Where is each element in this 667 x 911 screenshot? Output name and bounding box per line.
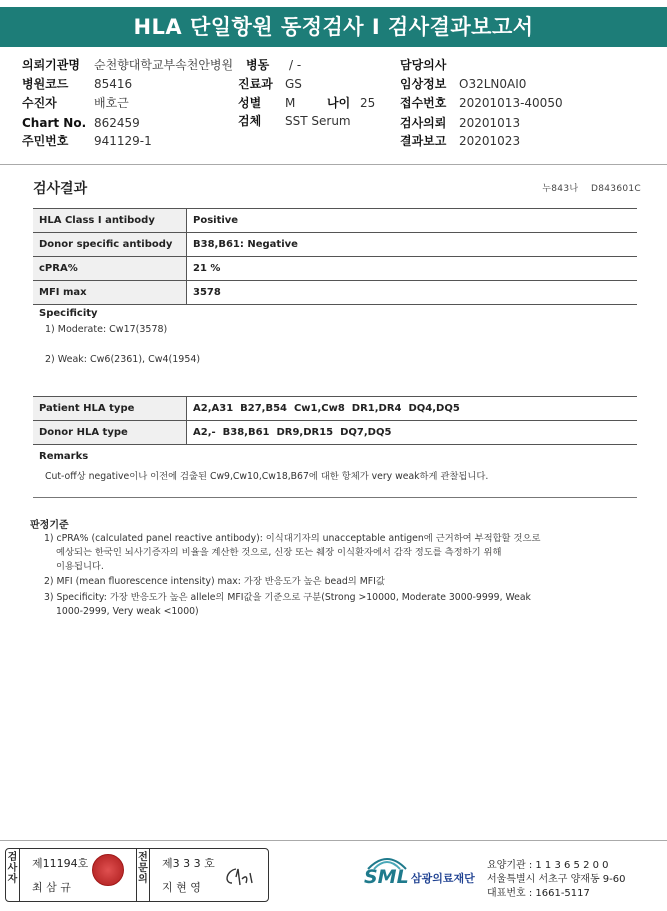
org-name: 삼광의료재단 <box>411 872 475 885</box>
table-row <box>33 281 637 305</box>
request-label: 검사의뢰 <box>400 116 447 130</box>
request-value: 20201013 <box>459 116 521 130</box>
req-org-label: 의뢰기관명 <box>22 58 80 72</box>
row-value: Positive <box>187 209 638 233</box>
row-label: Donor HLA type <box>33 421 187 445</box>
report-label: 결과보고 <box>400 134 447 148</box>
specialist-label-text: 전문의 <box>138 852 148 885</box>
specialist-license: 제3 3 3 호 <box>162 857 215 870</box>
doctor-label: 담당의사 <box>400 58 447 72</box>
criteria-line: 1000-2999, Very weak <1000) <box>56 606 199 617</box>
criteria-line: 2) MFI (mean fluorescence intensity) max: 가장 반응도가 높은 bead의 MFI값 <box>44 576 385 587</box>
chart-value: 862459 <box>94 116 140 130</box>
receipt-label: 접수번호 <box>400 96 447 110</box>
official-seal <box>92 854 124 886</box>
row-label: MFI max <box>33 281 187 305</box>
row-value: A2,- B38,B61 DR9,DR15 DQ7,DQ5 <box>187 421 638 445</box>
criteria-line: 1) cPRA% (calculated panel reactive antibody): 이식대기자의 unacceptable antigen에 근거하여 부적합할 것으로 <box>44 533 541 544</box>
specificity-line-2: 2) Weak: Cw6(2361), Cw4(1954) <box>45 354 201 365</box>
dept-label: 진료과 <box>238 77 273 91</box>
row-label: Patient HLA type <box>33 397 187 421</box>
report-value: 20201023 <box>459 134 521 148</box>
report-title: HLA 단일항원 동정검사 I 검사결과보고서 <box>0 7 667 47</box>
header-divider <box>0 164 667 165</box>
remarks-title: Remarks <box>39 451 89 462</box>
specificity-line-1: 1) Moderate: Cw17(3578) <box>45 324 168 335</box>
tester-label <box>6 849 20 901</box>
table-row <box>33 421 637 445</box>
criteria-line: 이용됩니다. <box>56 561 104 572</box>
row-label: cPRA% <box>33 257 187 281</box>
remarks-divider <box>33 497 637 498</box>
signature-image <box>222 863 258 889</box>
row-value: 3578 <box>187 281 638 305</box>
hosp-code-value: 85416 <box>94 77 133 91</box>
req-org-value: 순천향대학교부속천안병원 <box>94 58 234 72</box>
hla-table <box>33 396 637 445</box>
specialist-label <box>136 849 150 901</box>
table-row <box>33 397 637 421</box>
chart-label: Chart No. <box>22 116 87 130</box>
signature-box <box>5 848 269 902</box>
patient-value: 배호근 <box>94 96 129 110</box>
org-phone: 대표번호 : 1661-5117 <box>487 888 590 899</box>
table-row <box>33 233 637 257</box>
age-label: 나이 <box>327 96 351 110</box>
row-value: 21 % <box>187 257 638 281</box>
ward-label: 병동 <box>246 58 270 72</box>
tester-license: 제11194호 <box>32 857 89 870</box>
age-value: 25 <box>360 96 376 110</box>
criteria-line: 3) Specificity: 가장 반응도가 높은 allele의 MFI값을 기준으로 구분(Strong >10000, Moderate 3000-9999, Weak <box>44 592 531 603</box>
sex-label: 성별 <box>238 96 262 110</box>
specificity-title: Specificity <box>39 308 98 319</box>
code-2: D843601C <box>591 184 641 194</box>
row-value: A2,A31 B27,B54 Cw1,Cw8 DR1,DR4 DQ4,DQ5 <box>187 397 638 421</box>
table-row <box>33 257 637 281</box>
receipt-value: 20201013-40050 <box>459 96 563 110</box>
tester-label-text: 검사자 <box>7 852 18 885</box>
sml-logo-text: SML <box>364 866 409 888</box>
dept-value: GS <box>285 77 302 91</box>
table-row <box>33 209 637 233</box>
ward-value: / - <box>289 58 302 72</box>
clinical-value: O32LN0AI0 <box>459 77 527 91</box>
patient-label: 수진자 <box>22 96 57 110</box>
results-section-title: 검사결과 <box>33 181 88 197</box>
rrn-label: 주민번호 <box>22 134 69 148</box>
remarks-text: Cut-off상 negative이나 이전에 검출된 Cw9,Cw10,Cw18,B67에 대한 항체가 very weak하게 관찰됩니다. <box>45 471 489 482</box>
org-address: 서울특별시 서초구 양재동 9-60 <box>487 874 626 885</box>
row-label: HLA Class I antibody <box>33 209 187 233</box>
result-codes <box>542 181 641 194</box>
row-label: Donor specific antibody <box>33 233 187 257</box>
rrn-value: 941129-1 <box>94 134 152 148</box>
criteria-line: 예상되는 한국인 뇌사기증자의 비율을 계산한 것으로, 신장 또는 췌장 이식환자에서 감작 정도를 측정하기 위해 <box>56 547 502 558</box>
sex-value: M <box>285 96 296 110</box>
specialist-name: 지 현 영 <box>162 881 201 894</box>
tester-name: 최 삼 규 <box>32 881 71 894</box>
clinical-label: 임상정보 <box>400 77 447 91</box>
specimen-label: 검체 <box>238 114 262 128</box>
institution-code: 요양기관 : 1 1 3 6 5 2 0 0 <box>487 860 609 871</box>
row-value: B38,B61: Negative <box>187 233 638 257</box>
code-1: 누843나 <box>542 184 579 194</box>
results-table <box>33 208 637 305</box>
hosp-code-label: 병원코드 <box>22 77 69 91</box>
footer-divider <box>0 840 667 841</box>
criteria-title: 판정기준 <box>30 520 69 531</box>
specimen-value: SST Serum <box>285 114 351 128</box>
